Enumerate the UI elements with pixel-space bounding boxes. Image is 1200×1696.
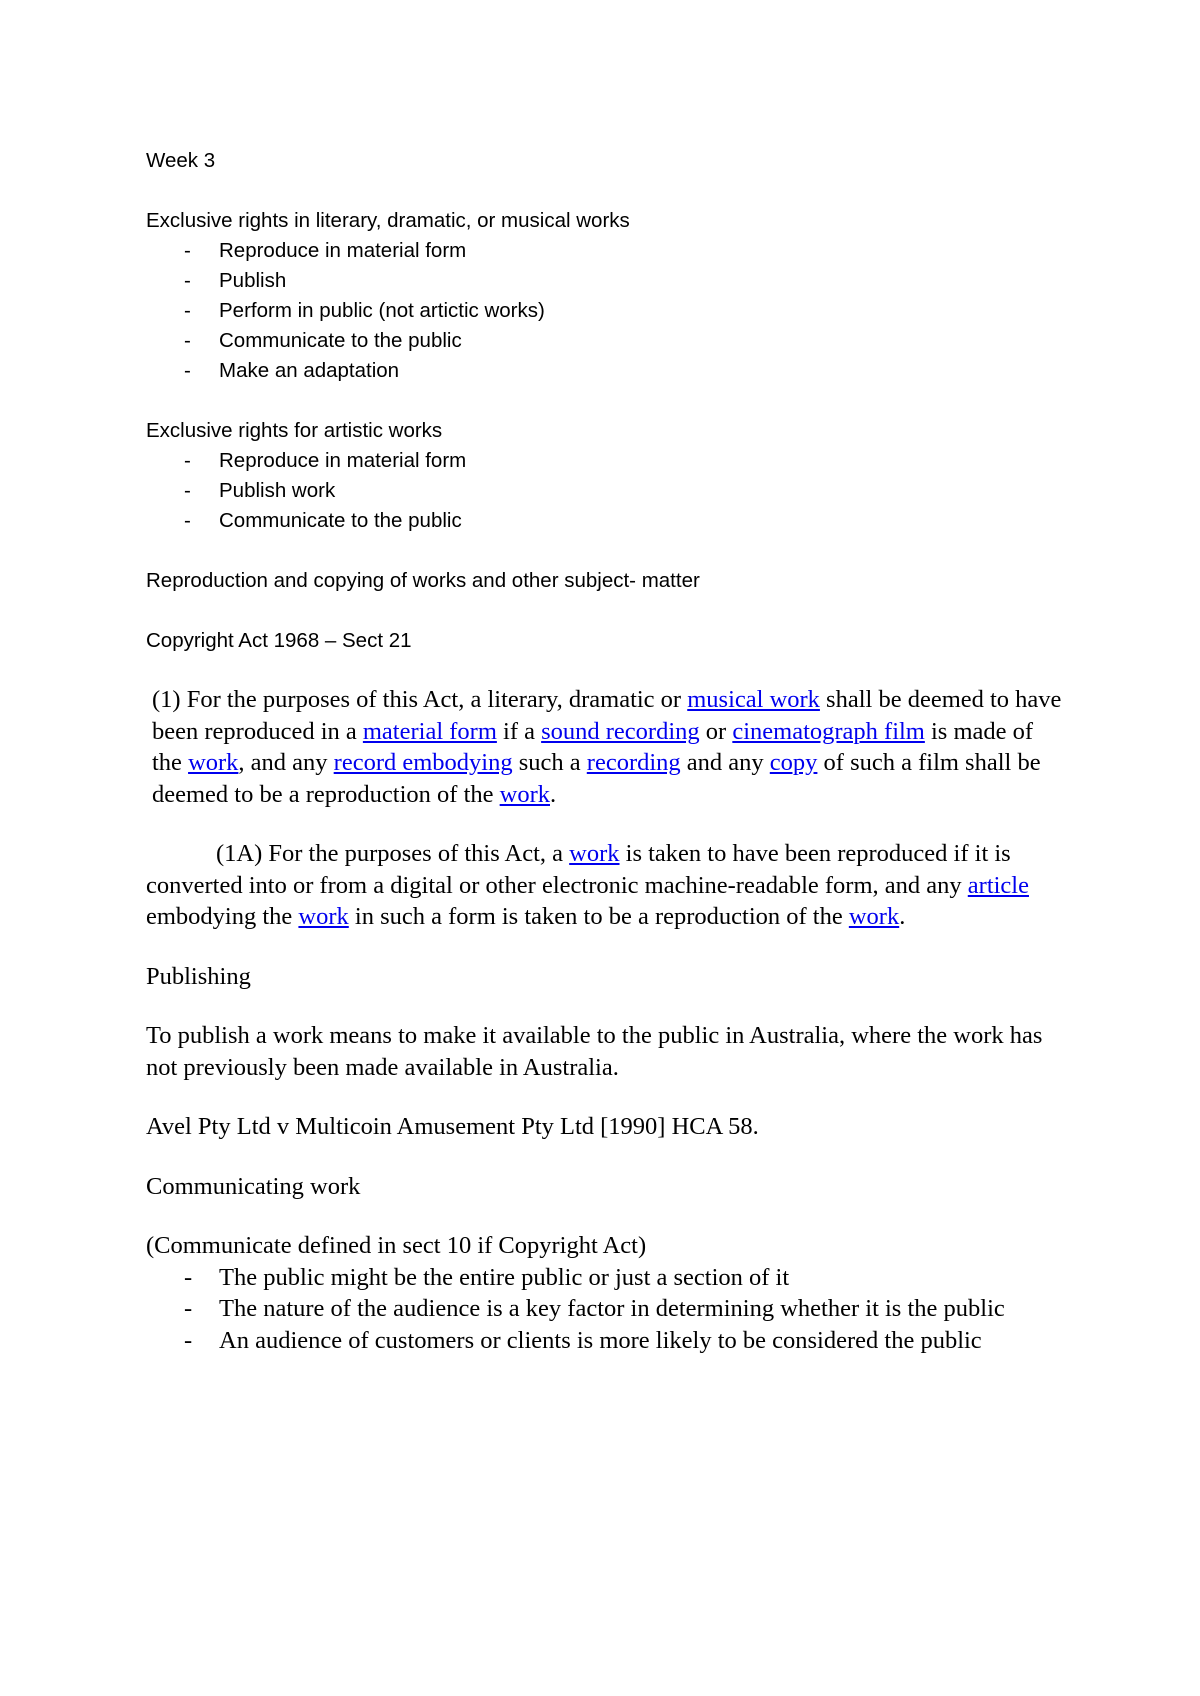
paragraph-text: is taken to have been reproduced if it is converted into or from a digital or other electronic machine-readable form, and any (146, 840, 1011, 899)
communicating-heading: Communicating work (146, 1172, 361, 1200)
document-body (146, 146, 1066, 1356)
list-item: - Reproduce in material form (146, 236, 1066, 266)
section-21-1a-paragraph (146, 838, 1066, 933)
paragraph-text: of such a film shall be deemed to be a reproduction of the (152, 749, 1041, 808)
list-item: - Make an adaptation (146, 356, 1066, 386)
list-item: - Reproduce in material form (146, 446, 1066, 476)
link-sound-recording[interactable]: sound recording (541, 717, 700, 745)
link-recording[interactable]: recording (586, 749, 681, 776)
publishing-heading: Publishing (146, 962, 251, 990)
paragraph-text: , and any (238, 749, 334, 776)
paragraph-text: shall be deemed to have been reproduced in a (152, 686, 1062, 745)
artistic-rights-heading: Exclusive rights for artistic works (146, 419, 443, 442)
paragraph-text: in such a form is taken to be a reproduction of the (348, 903, 849, 930)
list-item: - Communicate to the public (146, 506, 1066, 536)
week-heading: Week 3 (146, 149, 216, 172)
link-work[interactable]: work (848, 903, 900, 930)
list-item: - Publish work (146, 476, 1066, 506)
communicating-list (146, 1262, 1066, 1357)
list-item: - The nature of the audience is a key factor in determining whether it is the public (146, 1293, 1066, 1325)
publishing-definition: To publish a work means to make it available to the public in Australia, where the work has not previously been made available in Australia. (146, 1022, 1043, 1081)
communicate-definition-note: (Communicate defined in sect 10 if Copyright Act) (146, 1232, 647, 1259)
paragraph-text: . (899, 903, 906, 930)
link-record-embodying[interactable]: record embodying (333, 749, 513, 776)
paragraph-text: . (550, 780, 557, 808)
paragraph-text: (1) For the purposes of this Act, a literary, dramatic or (152, 686, 688, 713)
act-heading: Copyright Act 1968 – Sect 21 (146, 629, 412, 652)
paragraph-text: embodying the (146, 903, 299, 930)
case-citation: Avel Pty Ltd v Multicoin Amusement Pty Ltd [1990] HCA 58. (146, 1113, 759, 1140)
paragraph-text: (1A) For the purposes of this Act, a (216, 840, 570, 867)
paragraph-text: or (699, 717, 733, 745)
list-item: - An audience of customers or clients is more likely to be considered the public (146, 1325, 1066, 1357)
link-work[interactable]: work (298, 903, 349, 930)
link-article[interactable]: article (967, 871, 1029, 899)
list-item: - Communicate to the public (146, 326, 1066, 356)
paragraph-text: is made of the (152, 717, 1034, 776)
link-copy[interactable]: copy (769, 749, 818, 776)
link-work[interactable]: work (569, 840, 620, 867)
reproduction-heading: Reproduction and copying of works and other subject- matter (146, 569, 700, 592)
list-item: - Publish (146, 266, 1066, 296)
link-work[interactable]: work (188, 749, 239, 776)
link-work[interactable]: work (499, 780, 550, 808)
paragraph-text: such a (512, 749, 587, 776)
literary-rights-heading: Exclusive rights in literary, dramatic, or musical works (146, 209, 630, 232)
list-item: - The public might be the entire public or just a section of it (146, 1262, 1066, 1294)
link-cinematograph-film[interactable]: cinematograph film (732, 717, 925, 745)
section-21-1-paragraph (146, 684, 1066, 810)
paragraph-text: and any (680, 749, 770, 776)
list-item: - Perform in public (not artictic works) (146, 296, 1066, 326)
link-musical-work[interactable]: musical work (687, 686, 820, 713)
paragraph-text: if a (496, 717, 542, 745)
literary-rights-list (146, 236, 1066, 386)
artistic-rights-list (146, 446, 1066, 536)
link-material-form[interactable]: material form (362, 717, 497, 745)
